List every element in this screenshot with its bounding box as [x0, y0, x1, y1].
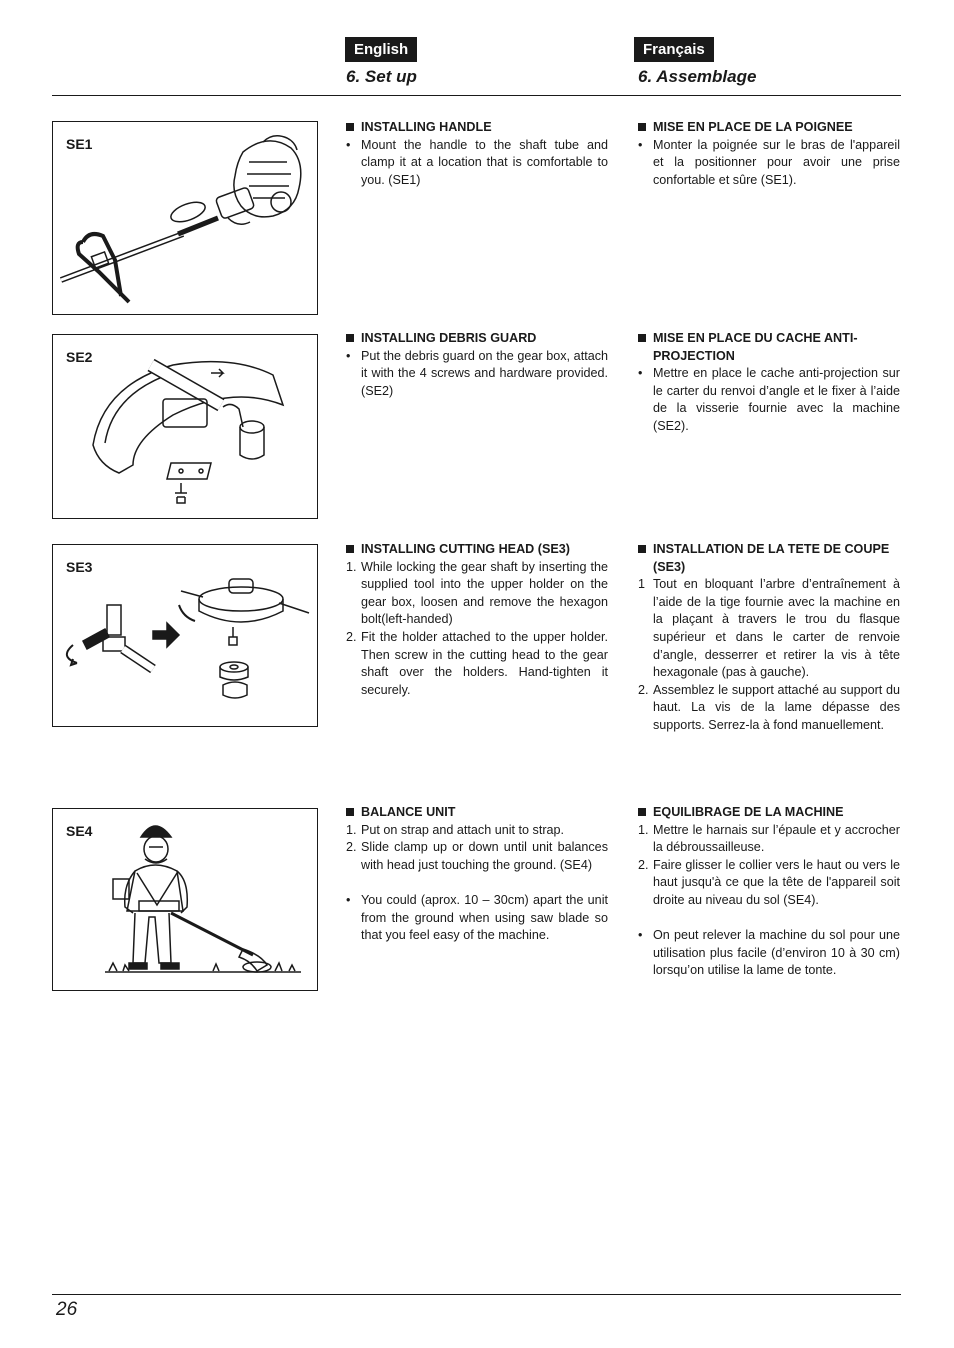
square-bullet-icon	[638, 334, 646, 342]
lang-tab-english: English	[345, 37, 417, 62]
figure-label: SE1	[66, 136, 93, 152]
section-heading: INSTALLATION DE LA TETE DE COUPE (SE3)	[638, 541, 900, 576]
section-balance-en	[346, 804, 608, 945]
section-cutting-head-en	[346, 541, 608, 699]
list-item: 1. Put on strap and attach unit to strap.	[346, 822, 565, 837]
section-title-fr: 6. Assemblage	[638, 67, 757, 86]
section-handle-fr	[638, 119, 900, 189]
list-item: • Mount the handle to the shaft tube and clamp it at a location that is comfortable to you. (SE1)	[346, 137, 608, 187]
section-cutting-head-fr	[638, 541, 900, 735]
page-number: 26	[56, 1299, 78, 1320]
list-item: • Monter la poignée sur le bras de l'appareil et la positionner pour avoir une prise confortable et sûre (SE1).	[638, 137, 900, 187]
square-bullet-icon	[346, 334, 354, 342]
figure-label: SE4	[66, 823, 93, 839]
list-item: • Mettre en place le cache anti-projection sur le carter du renvoi d’angle et le fixer à l’aide de la visserie fournie avec la machine (SE2).	[638, 366, 900, 433]
section-handle-en	[346, 119, 608, 189]
figure-se2	[52, 334, 318, 519]
section-heading: INSTALLING HANDLE	[346, 119, 608, 137]
list-item: 2. Assemblez le support attaché au support du haut. La vis de la lame dépasse des supports. Serrez-la à fond manuellement.	[638, 682, 900, 732]
list-item: 2. Slide clamp up or down until unit balances with head just touching the ground. (SE4)	[346, 840, 608, 872]
list-item: 1 Tout en bloquant l’arbre d’entraînement à l’aide de la tige fournie avec la machine en la plaçant à travers le trou du flasque supérieur et dans le carter de renvoie d’angle, desserrer et retirer la vis à tête hexagonale (pas à gauche).	[638, 577, 900, 680]
lang-tab-french: Français	[634, 37, 714, 62]
square-bullet-icon	[346, 123, 354, 131]
section-heading: MISE EN PLACE DU CACHE ANTI-PROJECTION	[638, 330, 900, 365]
square-bullet-icon	[346, 545, 354, 553]
square-bullet-icon	[638, 808, 646, 816]
list-item: 1. Mettre le harnais sur l’épaule et y accrocher la débroussailleuse.	[638, 822, 900, 855]
footer-rule	[52, 1294, 901, 1295]
list-item: 2. Faire glisser le collier vers le haut ou vers le haut jusqu'à ce que la tête de l'appareil soit droite au niveau du sol (SE4).	[638, 857, 900, 907]
square-bullet-icon	[638, 545, 646, 553]
debris-guard-illustration	[53, 335, 319, 520]
list-item: • You could (aprox. 10 – 30cm) apart the unit from the ground when using saw blade so that you feel easy of the machine.	[346, 892, 608, 943]
section-heading: INSTALLING DEBRIS GUARD	[346, 330, 608, 348]
list-item: • Put the debris guard on the gear box, attach it with the 4 screws and hardware provided. (SE2)	[346, 348, 608, 398]
operator-balance-illustration	[53, 809, 319, 992]
section-heading: BALANCE UNIT	[346, 804, 608, 822]
figure-se1	[52, 121, 318, 315]
figure-label: SE2	[66, 349, 93, 365]
list-item: 2. Fit the holder attached to the upper holder. Then screw in the cutting head to the gear shaft over the holders. Hand-tighten it securely.	[346, 629, 608, 697]
cutting-head-illustration	[53, 545, 319, 728]
figure-se3	[52, 544, 318, 727]
section-title-en: 6. Set up	[346, 67, 417, 86]
list-item: 1. While locking the gear shaft by inserting the supplied tool into the upper holder on the gear box, loosen and remove the hexagon bolt(left-handed)	[346, 559, 608, 627]
square-bullet-icon	[638, 123, 646, 131]
list-item: • On peut relever la machine du sol pour une utilisation plus facile (d’environ 10 à 30 cm) lorsqu’on utilise la lame de tonte.	[638, 928, 900, 978]
figure-label: SE3	[66, 559, 93, 575]
section-guard-en	[346, 330, 608, 400]
trimmer-handle-illustration	[53, 122, 319, 316]
section-balance-fr	[638, 804, 900, 980]
section-heading: MISE EN PLACE DE LA POIGNEE	[638, 119, 900, 137]
figure-se4	[52, 808, 318, 991]
section-heading: INSTALLING CUTTING HEAD (SE3)	[346, 541, 608, 559]
section-heading: EQUILIBRAGE DE LA MACHINE	[638, 804, 900, 822]
section-guard-fr	[638, 330, 900, 436]
header-rule	[52, 95, 901, 96]
square-bullet-icon	[346, 808, 354, 816]
